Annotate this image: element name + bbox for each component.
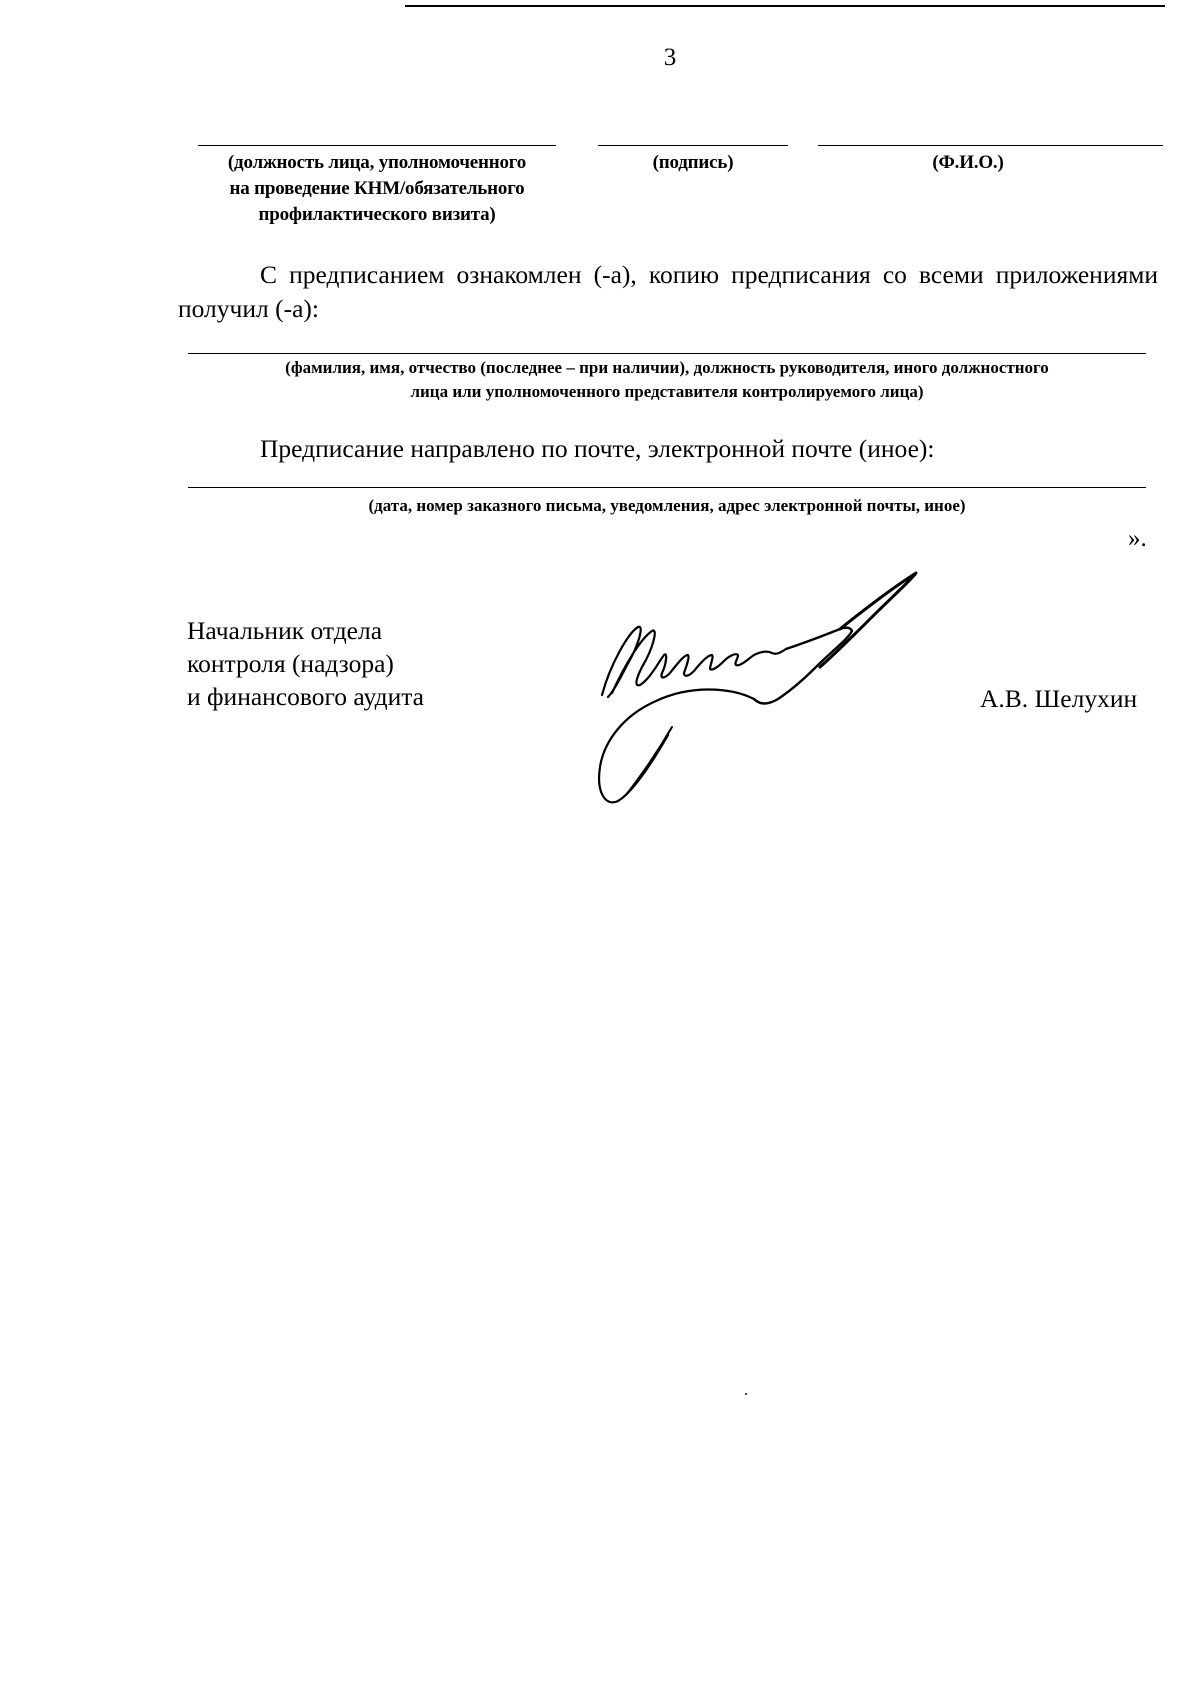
name-caption: (Ф.И.О.) [932, 152, 1004, 173]
name-line [818, 145, 1163, 146]
signer-name: А.В. Шелухин [980, 684, 1138, 713]
scan-speck [745, 1393, 747, 1395]
signer-title-line: и финансового аудита [187, 682, 424, 711]
delivery-line [188, 487, 1146, 488]
position-caption-line: на проведение КНМ/обязательного [229, 178, 525, 199]
signature-caption: (подпись) [652, 152, 734, 173]
page-number: 3 [663, 44, 677, 71]
top-rule [405, 5, 1165, 7]
signer-title-line: Начальник отдела [187, 616, 383, 645]
delivery-caption: (дата, номер заказного письма, уведомления, адрес электронной почты, иное) [368, 496, 966, 515]
signer-title [187, 614, 424, 713]
acknowledgement-caption-line: лица или уполномоченного представителя контролируемого лица) [410, 382, 924, 401]
signer-title-line: контроля (надзора) [187, 649, 394, 678]
closing-quote: ». [1128, 525, 1147, 552]
acknowledgement-caption-line: (фамилия, имя, отчество (последнее – при наличии), должность руководителя, иного должностного [285, 358, 1049, 377]
signature-line [598, 145, 788, 146]
delivery-text: Предписание направлено по почте, электронной почте (иное): [260, 434, 935, 463]
position-caption [198, 150, 556, 228]
handwritten-signature [540, 555, 980, 825]
acknowledgement-line [188, 353, 1146, 354]
position-line [198, 145, 556, 146]
position-caption-line: (должность лица, уполномоченного [227, 152, 527, 173]
acknowledgement-text: С предписанием ознакомлен (-а), копию предписания со всеми приложениями получил (-а): [178, 260, 1158, 323]
acknowledgement-caption [188, 356, 1146, 404]
position-caption-line: профилактического визита) [258, 204, 496, 225]
